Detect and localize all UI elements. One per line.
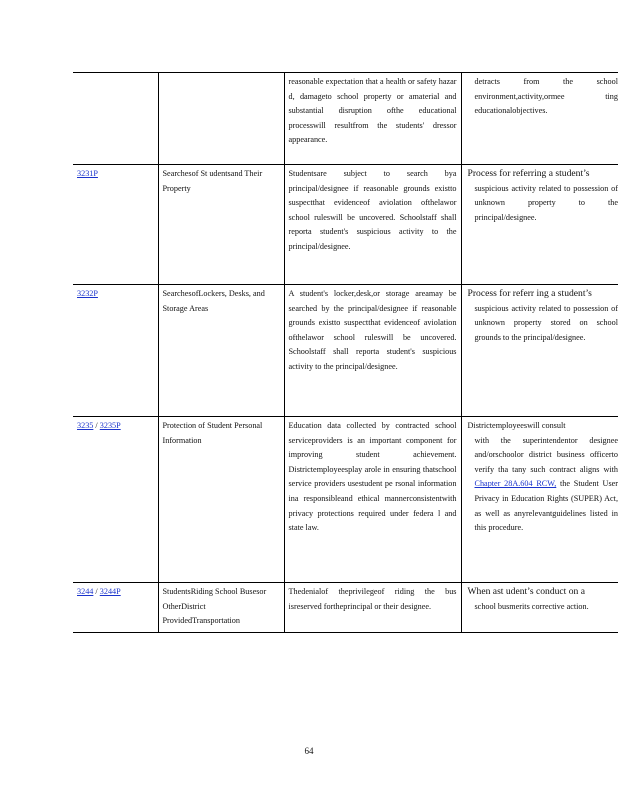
policy-number-cell bbox=[73, 165, 158, 285]
procedure-lead: When ast udent’s conduct on a bbox=[467, 586, 585, 597]
table-row bbox=[73, 583, 618, 633]
table-row bbox=[73, 417, 618, 583]
procedure-lead: Process for referr ing a student’s bbox=[467, 288, 592, 299]
policy-description-cell bbox=[284, 165, 461, 285]
procedure-text: with the superintendentor designee and/orschoolor district business officerto verify tha tany such contract aligns with bbox=[474, 435, 618, 474]
policy-description-cell bbox=[284, 417, 461, 583]
procedure-cell bbox=[461, 165, 618, 285]
policy-title-cell bbox=[158, 165, 284, 285]
procedure-cell bbox=[461, 583, 618, 633]
table-row bbox=[73, 73, 618, 165]
policy-title: Searchesof St udentsand Their Property bbox=[162, 169, 263, 193]
page-number: 64 bbox=[304, 746, 314, 756]
policy-table bbox=[73, 72, 618, 633]
policy-link-3244p[interactable]: 3244P bbox=[99, 587, 121, 596]
separator: / bbox=[95, 421, 98, 430]
policy-description-cell bbox=[284, 583, 461, 633]
policy-number-cell bbox=[73, 583, 158, 633]
policy-title: SearchesofLockers, Desks, and Storage Areas bbox=[162, 289, 265, 313]
policy-description: Thedenialof theprivilegeof riding the bus isreserved fortheprincipal or their designee. bbox=[288, 587, 457, 611]
rcw-link[interactable]: Chapter 28A.604 RCW, bbox=[474, 479, 557, 489]
procedure-lead: Process for referring a student’s bbox=[467, 168, 590, 179]
policy-link-3231p[interactable]: 3231P bbox=[77, 169, 98, 178]
policy-title: StudentsRiding School Busesor OtherDistrict ProvidedTransportation bbox=[162, 587, 267, 626]
procedure-cell bbox=[461, 417, 618, 583]
table-row bbox=[73, 165, 618, 285]
policy-title: Protection of Student Personal Information bbox=[162, 421, 263, 445]
policy-title-cell bbox=[158, 417, 284, 583]
table-row bbox=[73, 285, 618, 417]
policy-link-3235[interactable]: 3235 bbox=[77, 421, 94, 430]
policy-description-cell bbox=[284, 285, 461, 417]
procedure-cell bbox=[461, 285, 618, 417]
separator: / bbox=[95, 587, 98, 596]
procedure-lead: Districtemployeeswill consult bbox=[467, 421, 566, 430]
policy-description: Education data collected by contracted school serviceproviders is an important component for improving student achievement. Districtemployeesplay arole in ensuring thatschool service providers usestudent pe rsonal information ina responsibleand ethical mannerconsistentwith privacy protections required under federa l and state law. bbox=[288, 421, 457, 533]
policy-description-cell bbox=[284, 73, 461, 165]
procedure-text: school busmerits corrective action. bbox=[474, 601, 589, 611]
policy-number-cell bbox=[73, 285, 158, 417]
policy-link-3235p[interactable]: 3235P bbox=[99, 421, 121, 430]
policy-description: reasonable expectation that a health or safety hazar d, damageto school property or amaterial and substantial disruption ofthe educational processwill resultfrom the students' dressor appearance. bbox=[288, 77, 457, 145]
policy-link-3244[interactable]: 3244 bbox=[77, 587, 94, 596]
policy-title-cell bbox=[158, 285, 284, 417]
policy-title-cell bbox=[158, 583, 284, 633]
policy-description: Studentsare subject to search bya principal/designee if reasonable grounds existto suspectthat evidenceof aviolation ofthelawor school ruleswill be uncovered. Schoolstaff shall reporta student's suspicious activity to the principal/designee. bbox=[288, 169, 457, 251]
policy-number-cell bbox=[73, 417, 158, 583]
procedure-text: the Student User Privacy in Education Rights (SUPER) Act, as well as anyrelevantguidelines listed in this procedure. bbox=[474, 479, 618, 533]
procedure-cell bbox=[461, 73, 618, 165]
policy-description: A student's locker,desk,or storage areamay be searched by the principal/designee if reasonable grounds existto suspectthat evidenceof aviolation ofthelawor school ruleswill be uncovered. Schoolstaff shall reporta student's suspicious activity to the principal/designee. bbox=[288, 289, 457, 371]
procedure-text: suspicious activity related to possession of unknown property to the principal/designee. bbox=[474, 183, 618, 222]
policy-title-cell bbox=[158, 73, 284, 165]
procedure-text: detracts from the school environment,activity,ormee ting educationalobjectives. bbox=[474, 77, 618, 116]
policy-number-cell bbox=[73, 73, 158, 165]
policy-link-3232p[interactable]: 3232P bbox=[77, 289, 98, 298]
procedure-text: suspicious activity related to possession of unknown property stored on school grounds to the principal/designee. bbox=[474, 303, 618, 342]
